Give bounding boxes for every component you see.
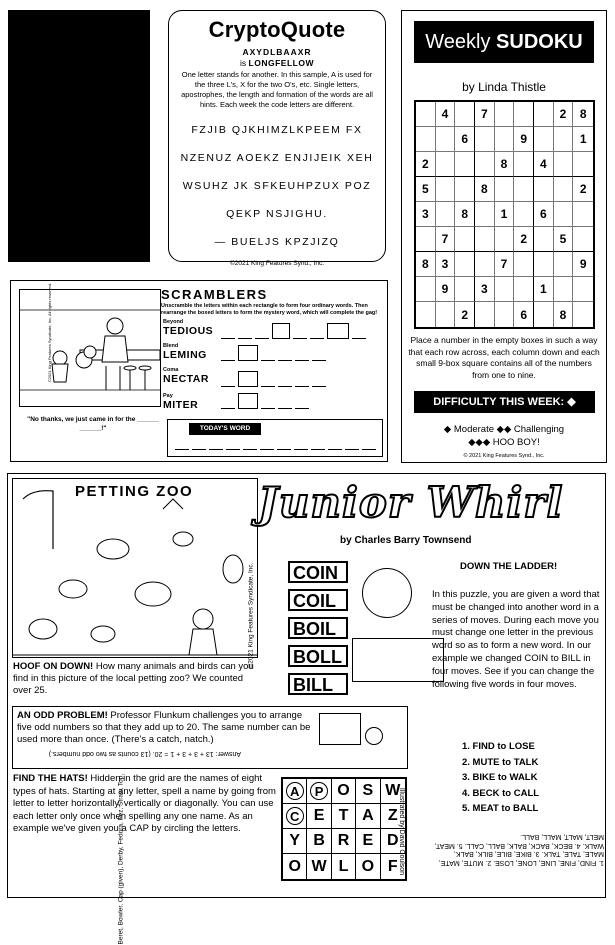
- sudoku-difficulty: DIFFICULTY THIS WEEK: ◆: [414, 391, 595, 413]
- hats-grid-cell[interactable]: F: [387, 857, 398, 875]
- sudoku-cell[interactable]: [495, 277, 515, 302]
- hats-answer: Beret, Bowler, Cap (given), Derby, Fedora, Fez, Straw, Top.: [117, 773, 125, 945]
- sudoku-cell[interactable]: [534, 302, 554, 327]
- petting-zoo-illustration: [12, 478, 258, 658]
- sudoku-cell[interactable]: 2: [573, 177, 593, 202]
- sudoku-cell[interactable]: 8: [455, 202, 475, 227]
- sudoku-cell[interactable]: [495, 102, 515, 127]
- sudoku-cell[interactable]: [475, 302, 495, 327]
- sudoku-cell[interactable]: [534, 102, 554, 127]
- blank-panel: [8, 10, 150, 262]
- sudoku-cell[interactable]: 8: [416, 252, 436, 277]
- sudoku-cell[interactable]: 2: [455, 302, 475, 327]
- sudoku-cell[interactable]: [573, 202, 593, 227]
- scramble-word-4: Pay MITER: [163, 393, 199, 411]
- hoof-on-down: HOOF ON DOWN! How many animals and birds can you find in this picture of the local petting zoo? We counted over 25.: [13, 661, 254, 696]
- professor-illustration: [365, 727, 383, 745]
- answer-blanks-1[interactable]: [221, 323, 366, 339]
- hats-grid-cell[interactable]: W: [381, 779, 405, 804]
- ladder-rung: BILL: [288, 673, 348, 695]
- sudoku-cell[interactable]: [436, 177, 456, 202]
- cryptoquote-line: NZENUZ AOEKZ ENJIJEIK XEH: [180, 152, 374, 164]
- ladder-answers: 1. FIND, FINE, LINE, LONE, LOSE. 2. MUTE, MATE, MALE, TALE, TALK. 3. BIKE, BILE, BILK, BALK, WALK. 4. BECK, BACK, BALK, BALL, CALL. 5. MEAT, MELT, MALT, MALL, BALL.: [434, 833, 604, 866]
- coin-illustration: [362, 568, 412, 618]
- sudoku-cell[interactable]: [495, 227, 515, 252]
- hats-grid[interactable]: [281, 777, 407, 881]
- sudoku-cell[interactable]: [534, 252, 554, 277]
- hats-grid-cell[interactable]: P: [307, 779, 331, 804]
- sudoku-grid[interactable]: [414, 100, 595, 329]
- petting-zoo-credit: ©2021 King Features Syndicate, Inc.: [247, 562, 255, 669]
- sudoku-cell[interactable]: 3: [475, 277, 495, 302]
- sudoku-cell[interactable]: 6: [455, 127, 475, 152]
- sudoku-cell[interactable]: [534, 227, 554, 252]
- scramblers-cartoon: [19, 282, 161, 407]
- sudoku-cell[interactable]: [455, 102, 475, 127]
- sudoku-cell[interactable]: [554, 252, 574, 277]
- ladder-rung: BOLL: [288, 645, 348, 667]
- sudoku-cell[interactable]: 8: [554, 302, 574, 327]
- sudoku-cell[interactable]: 1: [495, 202, 515, 227]
- sudoku-cell[interactable]: [573, 277, 593, 302]
- sudoku-cell[interactable]: [573, 302, 593, 327]
- ladder-title: DOWN THE LADDER!: [460, 561, 558, 572]
- junior-whirl-byline: by Charles Barry Townsend: [340, 535, 472, 546]
- ladder-rung: COIN: [288, 561, 348, 583]
- hats-grid-cell[interactable]: O: [283, 854, 307, 879]
- sudoku-cell[interactable]: [573, 152, 593, 177]
- cryptoquote-description: One letter stands for another. In this sample, A is used for the three L's, X for the two O's, etc. Single letters, apostrophes, the length and formation of the words are all hints. Each week the code letters are different.: [181, 70, 373, 109]
- sudoku-cell[interactable]: 9: [573, 252, 593, 277]
- sudoku-cell[interactable]: 3: [416, 202, 436, 227]
- chalkboard-illustration: [319, 713, 361, 745]
- sudoku-cell[interactable]: [416, 302, 436, 327]
- sudoku-copyright: © 2021 King Features Synd., Inc.: [463, 453, 545, 459]
- scramblers-description: Unscramble the letters within each rectangle to form four ordinary words. Then rearrange the boxed letters to form the mystery word, which will complete the gag!: [161, 303, 378, 316]
- hats-grid-cell[interactable]: O: [356, 854, 380, 879]
- odd-problem-box: [12, 706, 408, 769]
- scramble-word-3: Coma NECTAR: [163, 367, 209, 385]
- sudoku-cell[interactable]: 9: [436, 277, 456, 302]
- ladder-instructions: In this puzzle, you are given a word that must be changed into another word in a series of moves. During each move you must change one letter in the previous word so as to form a new word. In our example we changed COIN to BILL in four moves. See if you can change the following five words in four moves.: [432, 589, 600, 690]
- cartoon-credit: ©2021 King Features Syndicate, Inc. All rights reserved.: [47, 282, 53, 383]
- cryptoquote-panel: [168, 10, 386, 267]
- bill-illustration: [352, 638, 444, 682]
- hats-grid-cell[interactable]: E: [307, 804, 331, 829]
- answer-blanks-4[interactable]: [221, 393, 309, 409]
- sudoku-cell[interactable]: [475, 202, 495, 227]
- todays-word-blanks[interactable]: [175, 449, 376, 450]
- sudoku-instructions: Place a number in the empty boxes in such a way that each row across, each column down and each small 9-box square contains all of the numbers from one to nine.: [408, 335, 600, 380]
- sudoku-cell[interactable]: 1: [573, 127, 593, 152]
- sudoku-cell[interactable]: 7: [475, 102, 495, 127]
- sudoku-cell[interactable]: 3: [436, 252, 456, 277]
- sudoku-author: by Linda Thistle: [462, 80, 546, 94]
- sudoku-cell[interactable]: 2: [416, 152, 436, 177]
- sudoku-cell[interactable]: [554, 127, 574, 152]
- sudoku-cell[interactable]: [416, 227, 436, 252]
- sudoku-cell[interactable]: [514, 152, 534, 177]
- hats-grid-cell[interactable]: O: [332, 779, 356, 804]
- hats-grid-cell[interactable]: S: [356, 779, 380, 804]
- answer-blanks-3[interactable]: [221, 371, 326, 387]
- find-the-hats: FIND THE HATS! Hidden in the grid are the names of eight types of hats. Starting at any letter, spell a name by going from letter to letter horizontally, vertically or diagonally. You can use each letter only once when spelling any one name. As an example we've given you a CAP by circling the letters.: [13, 773, 276, 834]
- sudoku-cell[interactable]: [436, 152, 456, 177]
- hats-grid-cell[interactable]: D: [381, 829, 405, 854]
- hats-grid-cell[interactable]: A: [283, 779, 307, 804]
- sudoku-cell[interactable]: [455, 252, 475, 277]
- sudoku-cell[interactable]: [436, 302, 456, 327]
- hats-grid-cell[interactable]: T: [332, 804, 356, 829]
- sudoku-cell[interactable]: [455, 277, 475, 302]
- sudoku-cell[interactable]: 9: [514, 127, 534, 152]
- junior-whirl-title: Junior Whirl: [258, 478, 564, 527]
- sudoku-cell[interactable]: 4: [436, 102, 456, 127]
- sudoku-cell[interactable]: [436, 127, 456, 152]
- sudoku-cell[interactable]: 2: [554, 102, 574, 127]
- sudoku-cell[interactable]: [514, 102, 534, 127]
- sudoku-cell[interactable]: [475, 227, 495, 252]
- sudoku-cell[interactable]: [534, 177, 554, 202]
- sudoku-cell[interactable]: [554, 277, 574, 302]
- sudoku-cell[interactable]: 8: [495, 152, 515, 177]
- sudoku-cell[interactable]: [455, 152, 475, 177]
- hats-grid-cell[interactable]: Y: [283, 829, 307, 854]
- hats-grid-cell[interactable]: R: [332, 829, 356, 854]
- sudoku-cell[interactable]: 6: [534, 202, 554, 227]
- sudoku-cell[interactable]: [455, 177, 475, 202]
- illustrator-credit: Illustrated by David Coulson: [398, 787, 406, 876]
- sudoku-cell[interactable]: [573, 227, 593, 252]
- sudoku-cell[interactable]: 8: [475, 177, 495, 202]
- scramblers-panel: [10, 280, 388, 462]
- hats-grid-cell[interactable]: L: [332, 854, 356, 879]
- hats-grid-cell[interactable]: B: [307, 829, 331, 854]
- sudoku-cell[interactable]: [455, 227, 475, 252]
- sudoku-cell[interactable]: 7: [436, 227, 456, 252]
- ladder-puzzle-list: 1. FIND to LOSE 2. MUTE to TALK 3. BIKE to WALK 4. BECK to CALL 5. MEAT to BALL: [462, 741, 540, 814]
- hats-grid-cell[interactable]: W: [307, 854, 331, 879]
- scramble-word-1: Beyond TEDIOUS: [163, 319, 214, 337]
- sudoku-cell[interactable]: 2: [514, 227, 534, 252]
- sudoku-levels: ◆ Moderate ◆◆ Challenging ◆◆◆ HOO BOY!: [443, 424, 565, 448]
- cryptoquote-sample-answer: is LONGFELLOW: [240, 58, 314, 68]
- sudoku-cell[interactable]: 4: [534, 152, 554, 177]
- odd-problem-text: AN ODD PROBLEM! Professor Flunkum challenges you to arrange five odd numbers so that they add up to 20. The same number can be used more than once. (There's a catch, natch.): [17, 710, 311, 745]
- sudoku-cell[interactable]: [416, 127, 436, 152]
- cryptoquote-line: WSUHZ JK SFKEUHPZUX POZ: [182, 180, 372, 192]
- sudoku-cell[interactable]: [416, 277, 436, 302]
- hats-grid-cell[interactable]: Z: [381, 804, 405, 829]
- sudoku-cell[interactable]: [475, 152, 495, 177]
- sudoku-cell[interactable]: [514, 252, 534, 277]
- ladder-rung: BOIL: [288, 617, 348, 639]
- cryptoquote-title: CryptoQuote: [208, 17, 346, 42]
- sudoku-cell[interactable]: [514, 202, 534, 227]
- sudoku-cell[interactable]: [436, 202, 456, 227]
- sudoku-cell[interactable]: [495, 302, 515, 327]
- odd-problem-answer: Answer: 13 + 3 + 3 + 1 = 20. (13 counts as two odd numbers.): [48, 750, 241, 757]
- cryptoquote-line: FZJIB QJKHIMZLKPEEM FX: [191, 124, 363, 136]
- sudoku-cell[interactable]: 5: [416, 177, 436, 202]
- sudoku-cell[interactable]: 5: [554, 227, 574, 252]
- sudoku-panel: [401, 10, 607, 463]
- ladder-rung: COIL: [288, 589, 348, 611]
- sudoku-cell[interactable]: [475, 127, 495, 152]
- sudoku-cell[interactable]: [416, 102, 436, 127]
- sudoku-cell[interactable]: 6: [514, 302, 534, 327]
- sudoku-cell[interactable]: 1: [534, 277, 554, 302]
- sudoku-cell[interactable]: 8: [573, 102, 593, 127]
- hats-grid-cell[interactable]: C: [283, 804, 307, 829]
- sudoku-cell[interactable]: [534, 127, 554, 152]
- sudoku-cell[interactable]: [514, 277, 534, 302]
- sudoku-cell[interactable]: [475, 252, 495, 277]
- cryptoquote-line: QEKP NSJIGHU.: [226, 208, 328, 220]
- hats-grid-cell[interactable]: A: [356, 804, 380, 829]
- cryptoquote-sample: AXYDLBAAXR: [242, 47, 312, 57]
- sudoku-cell[interactable]: [514, 177, 534, 202]
- sudoku-cell[interactable]: [495, 127, 515, 152]
- scramblers-title: SCRAMBLERS: [161, 287, 268, 302]
- sudoku-title: Weekly SUDOKU: [414, 21, 594, 63]
- answer-blanks-2[interactable]: [221, 345, 326, 361]
- petting-zoo-title: PETTING ZOO: [75, 483, 194, 500]
- hats-grid-cell[interactable]: E: [356, 829, 380, 854]
- sudoku-cell[interactable]: [554, 177, 574, 202]
- cryptoquote-author: — BUELJS KPZJIZQ: [214, 236, 340, 248]
- cryptoquote-copyright: ©2021 King Features Synd., Inc.: [229, 260, 325, 267]
- sudoku-cell[interactable]: [554, 152, 574, 177]
- scramble-word-2: Blend LEMING: [163, 343, 207, 361]
- sudoku-cell[interactable]: [495, 177, 515, 202]
- sudoku-cell[interactable]: [554, 202, 574, 227]
- scramblers-caption: "No thanks, we just came in for the ______ ______!": [27, 416, 159, 432]
- sudoku-cell[interactable]: 7: [495, 252, 515, 277]
- todays-word-label: TODAY'S WORD: [189, 423, 261, 435]
